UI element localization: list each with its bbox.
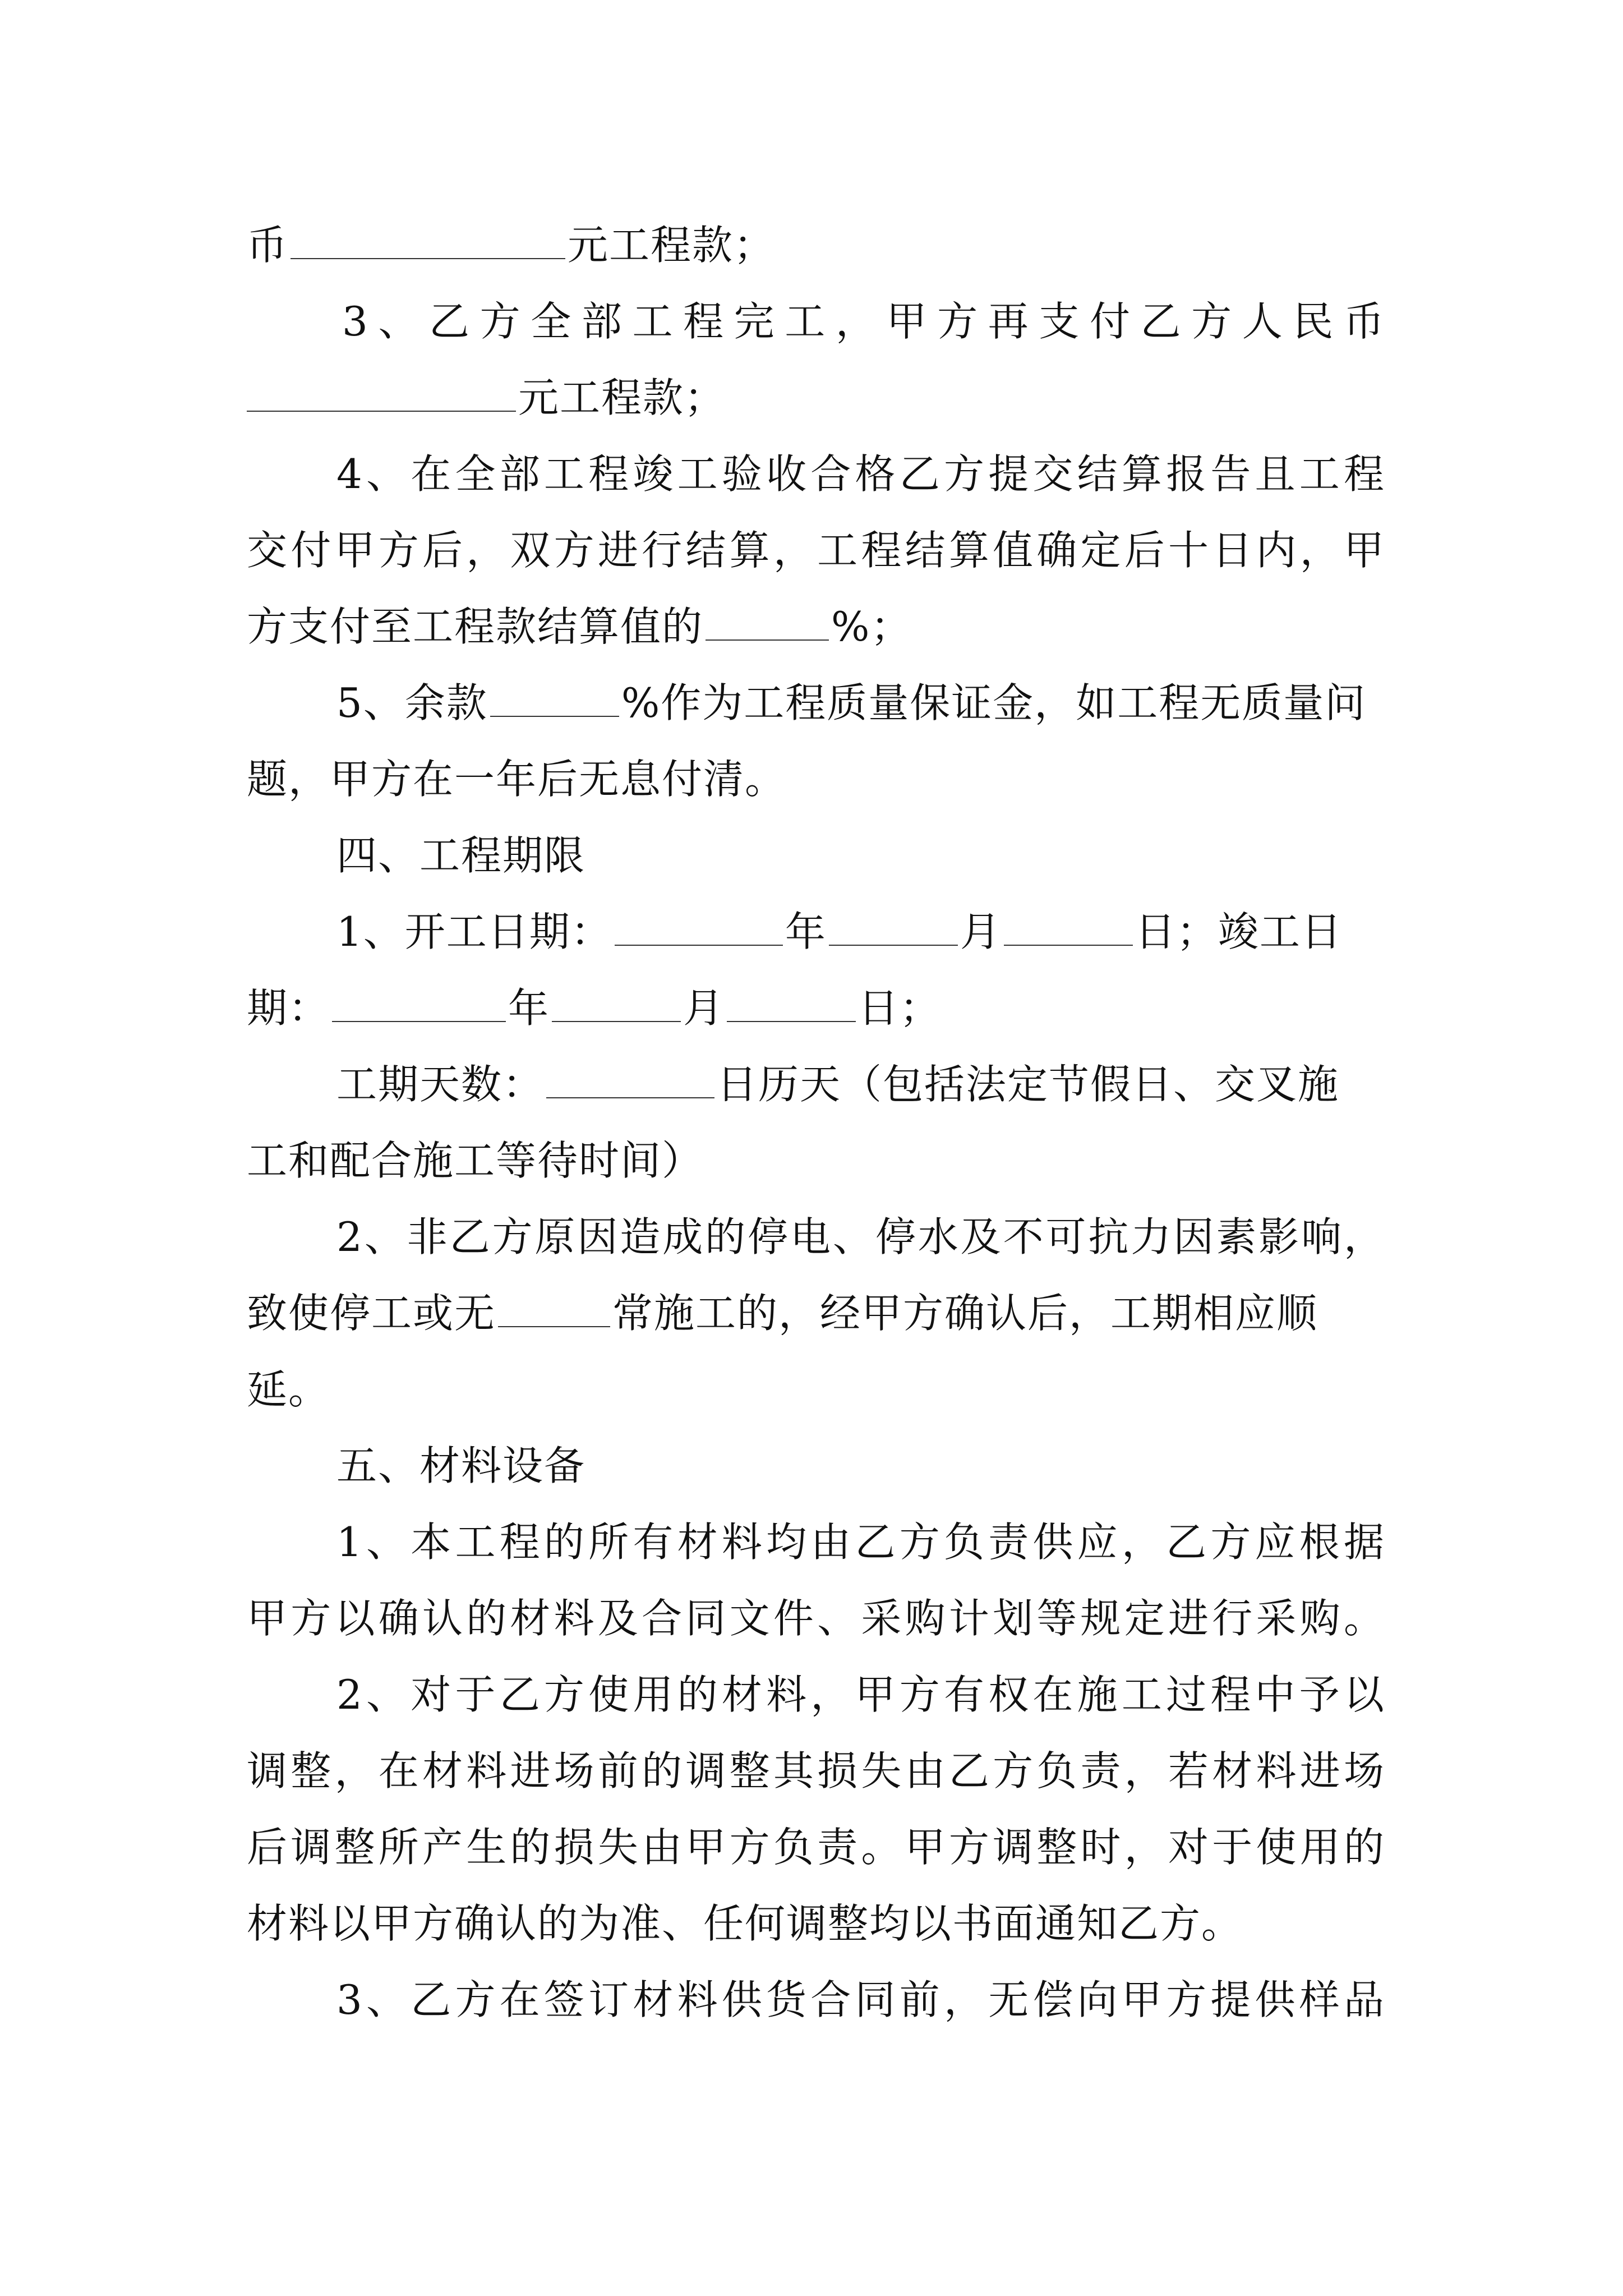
materials-item-2: [247, 1658, 1385, 1731]
text-segment: 调整，在材料进场前的调整其损失由乙方负责，若材料进场: [247, 1747, 1385, 1795]
year-blank: [615, 909, 783, 946]
text-segment: 2、非乙方原因造成的停电、停水及不可抗力因素影响，: [336, 1213, 1385, 1260]
text-segment: 工期天数：: [336, 1061, 545, 1108]
amount-blank: [247, 375, 516, 412]
month-blank: [829, 909, 958, 946]
duration-line: [247, 1048, 1385, 1121]
delay-clause: [247, 1200, 1385, 1273]
text-segment: 元工程款；: [518, 374, 726, 421]
materials-item-3: [247, 1963, 1385, 2036]
text-segment: 年: [508, 984, 550, 1032]
text-segment: 2、对于乙方使用的材料，甲方有权在施工过程中予以: [336, 1671, 1385, 1718]
text-segment: 常施工的，经甲方确认后，工期相应顺: [612, 1290, 1318, 1337]
materials-item-1: [247, 1506, 1385, 1579]
month-blank: [552, 985, 681, 1022]
text-segment: 1、本工程的所有材料均由乙方负责供应，乙方应根据: [336, 1519, 1385, 1566]
percent-blank: [490, 680, 619, 717]
text-segment: 交付甲方后，双方进行结算，工程结算值确定后十日内，甲: [247, 527, 1385, 574]
delay-clause-line-3: [247, 1353, 1385, 1426]
text-blank: [498, 1290, 610, 1327]
payment-item-4-line-2: [247, 514, 1385, 587]
text-segment: 3、乙方全部工程完工，甲方再支付乙方人民币: [342, 298, 1385, 345]
day-blank: [1004, 909, 1133, 946]
materials-item-1-continued: [247, 1582, 1385, 1655]
amount-blank: [291, 222, 565, 259]
text-segment: 期：: [247, 984, 330, 1032]
percent-blank: [706, 604, 829, 641]
text-segment: 延。: [247, 1366, 330, 1413]
text-segment: 材料以甲方确认的为准、任何调整均以书面通知乙方。: [247, 1900, 1243, 1947]
text-segment: 工和配合施工等待时间）: [247, 1137, 704, 1184]
text-segment: 甲方以确认的材料及合同文件、采购计划等规定进行采购。: [247, 1595, 1385, 1642]
day-blank: [727, 985, 856, 1022]
section-title: 五、材料设备: [336, 1442, 586, 1489]
year-blank: [332, 985, 506, 1022]
text-segment: 后调整所产生的损失由甲方负责。甲方调整时，对于使用的: [247, 1824, 1385, 1871]
section-heading-4: [247, 819, 1385, 892]
text-segment: 月: [683, 984, 725, 1032]
text-segment: 致使停工或无: [247, 1290, 496, 1337]
materials-item-2-line-4: [247, 1887, 1385, 1960]
text-segment: 元工程款；: [568, 222, 776, 269]
text-segment: 4、在全部工程竣工验收合格乙方提交结算报告且工程: [336, 450, 1385, 498]
section-title: 四、工程期限: [336, 832, 586, 879]
text-segment: 日；: [858, 984, 942, 1032]
text-segment: 月: [960, 908, 1002, 955]
completion-date-line: [247, 972, 1385, 1045]
text-segment: 3、乙方在签订材料供货合同前，无偿向甲方提供样品: [336, 1976, 1385, 2023]
days-blank: [546, 1061, 714, 1098]
text-segment: 题，甲方在一年后无息付清。: [247, 756, 787, 803]
payment-item-3-continued: [247, 361, 1385, 434]
text-segment: %作为工程质量保证金，如工程无质量问: [621, 679, 1367, 726]
payment-item-3: [247, 285, 1385, 358]
start-date-line: [247, 895, 1385, 968]
text-segment: %；: [831, 603, 912, 650]
text-segment: 日；竣工日: [1135, 908, 1343, 955]
payment-item-4: [247, 438, 1385, 510]
payment-item-5-continued: [247, 743, 1385, 816]
section-heading-5: [247, 1429, 1385, 1502]
payment-item-5: [247, 666, 1385, 739]
materials-item-2-line-3: [247, 1811, 1385, 1884]
text-segment: 币: [247, 222, 289, 269]
text-segment: 5、余款: [336, 679, 488, 726]
text-segment: 方支付至工程款结算值的: [247, 603, 704, 650]
text-segment: 1、开工日期：: [336, 908, 612, 955]
materials-item-2-line-2: [247, 1734, 1385, 1807]
text-segment: 年: [785, 908, 827, 955]
delay-clause-line-2: [247, 1277, 1385, 1350]
duration-line-continued: [247, 1124, 1385, 1197]
text-segment: 日历天（包括法定节假日、交叉施: [717, 1061, 1340, 1108]
payment-item-4-line-3: [247, 590, 1385, 663]
payment-line-2-continued: [247, 209, 1385, 282]
